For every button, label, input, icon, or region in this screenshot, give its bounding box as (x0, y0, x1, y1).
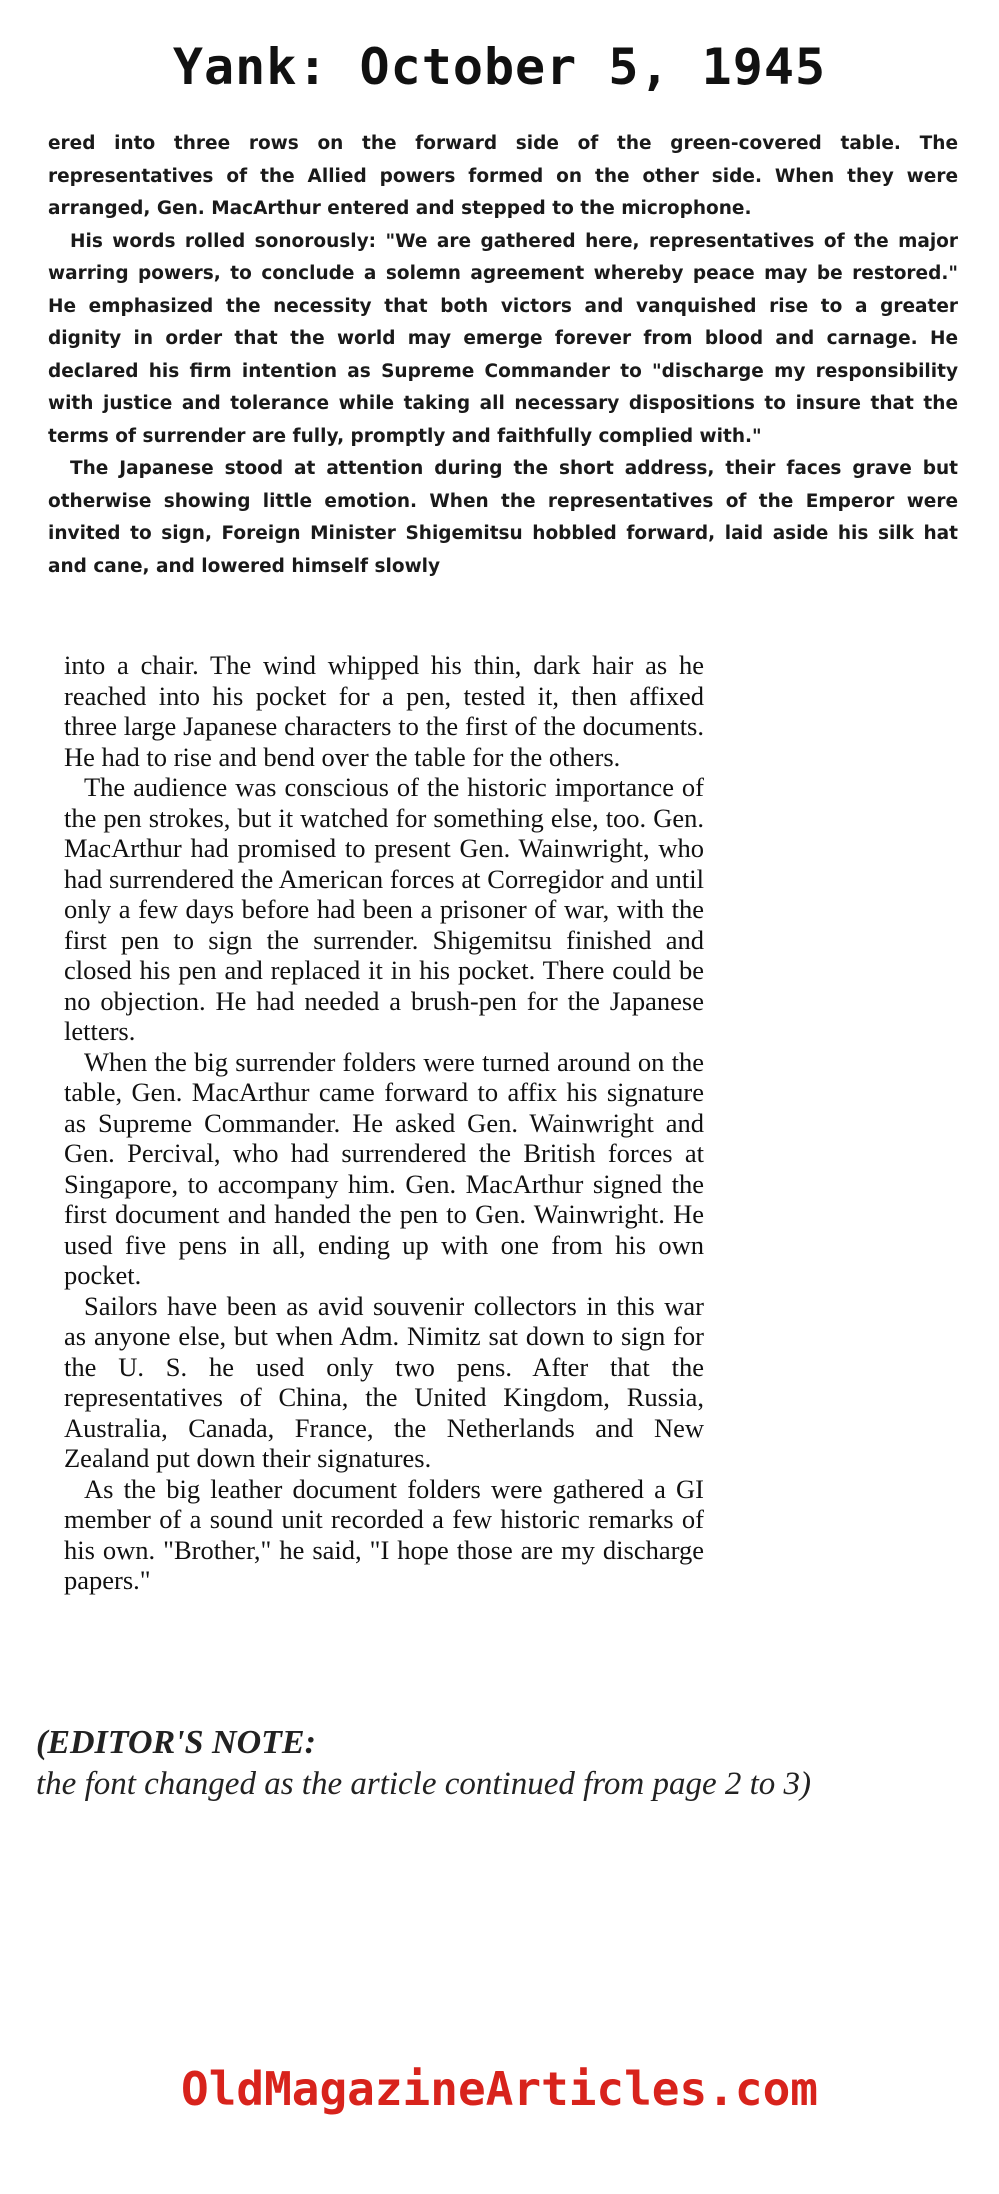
paragraph: As the big leather document folders were gathered a GI member of a sound unit recorded a few historic remarks of his own. "Brother," he said, "I hope those are my discharge papers." (64, 1473, 704, 1595)
page-title: Yank: October 5, 1945 (172, 38, 827, 96)
paragraph: The Japanese stood at attention during the short address, their faces grave but otherwise showing little emotion. When the representatives of the Emperor were invited to sign, Foreign Minister Shigemitsu hobbled forward, laid aside his silk hat and cane, and lowered himself slowly (48, 458, 958, 577)
paragraph: ered into three rows on the forward side of the green-covered table. The representatives of the Allied powers formed on the other side. When they were arranged, Gen. MacArthur entered and stepped to the microphone. (48, 133, 958, 219)
paragraph: When the big surrender folders were turned around on the table, Gen. MacArthur came forward to affix his signature as Supreme Commander. He asked Gen. Wainwright and Gen. Percival, who had surrendered the British forces at Singapore, to accompany him. Gen. MacArthur signed the first document and handed the pen to Gen. Wainwright. He used five pens in all, ending up with one from his own pocket. (64, 1046, 704, 1290)
editor-note (36, 1722, 986, 1804)
paragraph: The audience was conscious of the historic importance of the pen strokes, but it watched for something else, too. Gen. MacArthur had promised to present Gen. Wainwright, who had surrendered the American forces at Corregidor and until only a few days before had been a prisoner of war, with the first pen to sign the surrender. Shigemitsu finished and closed his pen and replaced it in his pocket. There could be no objection. He had needed a brush-pen for the Japanese letters. (64, 772, 704, 1046)
article-section-serif (64, 650, 704, 1596)
article-section-sans (48, 128, 958, 583)
editor-note-body: the font changed as the article continued from page 2 to 3) (36, 1766, 812, 1802)
paragraph: into a chair. The wind whipped his thin, dark hair as he reached into his pocket for a pen, tested it, then affixed three large Japanese characters to the first of the documents. He had to rise and bend over the table for the others. (64, 650, 704, 772)
paragraph: Sailors have been as avid souvenir collectors in this war as anyone else, but when Adm. Nimitz sat down to sign for the U. S. he used only two pens. After that the representatives of China, the United Kingdom, Russia, Australia, Canada, France, the Netherlands and New Zealand put down their signatures. (64, 1290, 704, 1473)
editor-note-heading: (EDITOR'S NOTE: (36, 1724, 316, 1761)
paragraph: His words rolled sonorously: "We are gathered here, representatives of the major warring powers, to conclude a solemn agreement whereby peace may be restored." He emphasized the necessity that both victors and vanquished rise to a greater dignity in order that the world may emerge forever from blood and carnage. He declared his firm intention as Supreme Commander to "discharge my responsibility with justice and tolerance while taking all necessary dispositions to insure that the terms of surrender are fully, promptly and faithfully complied with." (48, 230, 958, 447)
site-watermark: OldMagazineArticles.com (181, 2062, 818, 2116)
